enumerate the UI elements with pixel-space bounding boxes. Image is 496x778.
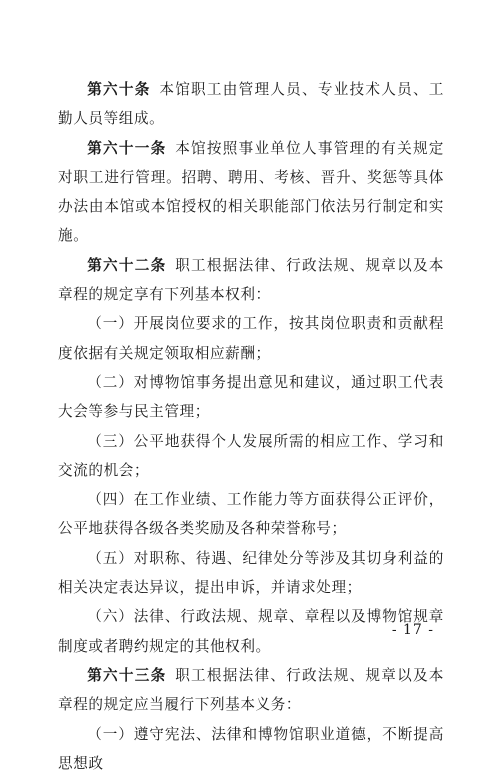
page-number: - 17 - [391,622,434,638]
paragraph-text: 职工根据法律、行政法规、规章以及本章程的规定应当履行下列基本义务： [58,666,444,714]
paragraph-text: 职工根据法律、行政法规、规章以及本章程的规定享有下列基本权利： [58,256,444,304]
paragraph [58,661,444,720]
paragraph [58,75,444,134]
list-item [58,309,444,368]
list-item [58,427,444,486]
paragraph-text: （一）遵守宪法、法律和博物馆职业道德，不断提高思想政 [58,725,444,772]
list-item [58,544,444,603]
list-item [58,602,444,661]
article-number: 第六十三条 [87,666,167,684]
list-item [58,368,444,427]
list-item [58,720,444,778]
paragraph-text: （三）公平地获得个人发展所需的相应工作、学习和交流的机会； [58,432,444,479]
article-number: 第六十条 [87,81,151,98]
paragraph-text: 本馆职工由管理人员、专业技术人员、工勤人员等组成。 [58,81,444,128]
article-number: 第六十一条 [87,139,167,157]
article-number: 第六十二条 [87,256,167,274]
paragraph-text: （六）法律、行政法规、规章、章程以及博物馆规章制度或者聘约规定的其他权利。 [58,608,444,655]
body-text [58,75,444,778]
list-item [58,485,444,544]
paragraph [58,134,444,251]
paragraph-text: （二）对博物馆事务提出意见和建议，通过职工代表大会等参与民主管理； [58,373,444,421]
paragraph-text: 本馆按照事业单位人事管理的有关规定对职工进行管理。招聘、聘用、考核、晋升、奖惩等具体办法由本馆或本馆授权的相关职能部门依法另行制定和实施。 [58,139,444,245]
paragraph [58,251,444,310]
paragraph-text: （一）开展岗位要求的工作，按其岗位职责和贡献程度依据有关规定领取相应薪酬； [58,315,444,362]
paragraph-text: （四）在工作业绩、工作能力等方面获得公正评价，公平地获得各级各类奖励及各种荣誉称号； [58,491,444,538]
paragraph-text: （五）对职称、待遇、纪律处分等涉及其切身利益的相关决定表达异议，提出申诉，并请求处理； [58,549,444,597]
